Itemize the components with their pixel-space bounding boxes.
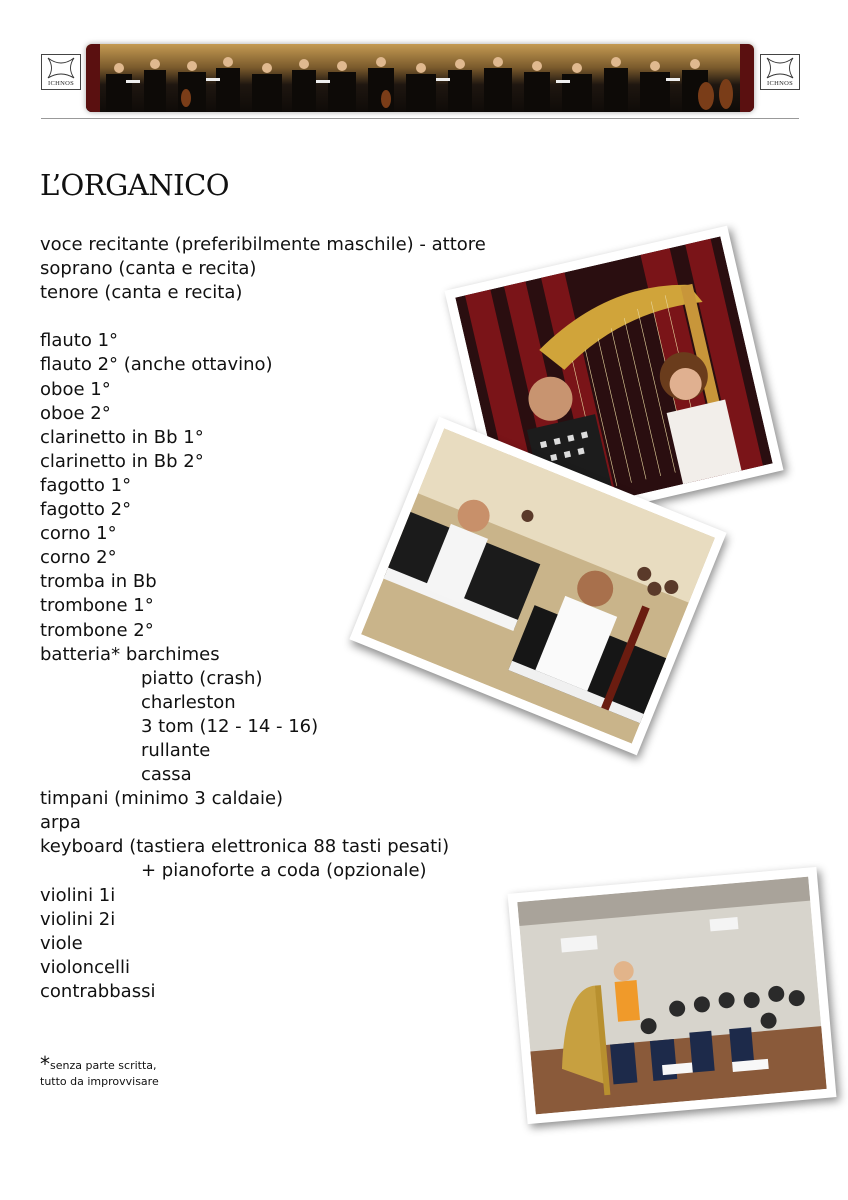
list-item-strings: violini 2i	[40, 908, 116, 930]
list-item-instrument: clarinetto in Bb 2°	[40, 450, 204, 472]
percussion-item: 3 tom (12 - 14 - 16)	[141, 715, 319, 737]
ichnos-logo-right	[760, 54, 800, 90]
list-item-other: arpa	[40, 812, 81, 834]
list-item-instrument: oboe 1°	[40, 378, 111, 400]
list-item-instrument: tromba in Bb	[40, 571, 157, 593]
list-item-strings: viole	[40, 932, 83, 954]
list-item-strings: contrabbassi	[40, 980, 156, 1002]
list-item-instrument: trombone 1°	[40, 595, 154, 617]
list-item-voice: voce recitante (preferibilmente maschile) - attore	[40, 234, 486, 255]
list-item-strings: violoncelli	[40, 956, 131, 978]
percussion-item: cassa	[141, 764, 192, 786]
percussion-item: charleston	[141, 691, 236, 713]
list-item-voice: tenore (canta e recita)	[40, 282, 243, 304]
list-item-voice: soprano (canta e recita)	[40, 258, 257, 280]
list-item-instrument: flauto 1°	[40, 330, 119, 352]
logo-text: ICHNOS	[48, 80, 74, 87]
keyboard-addition: + pianoforte a coda (opzionale)	[141, 860, 427, 882]
orchestra-banner-image	[86, 44, 754, 112]
list-item-strings: violini 1i	[40, 884, 116, 906]
list-item-instrument: corno 2°	[40, 547, 117, 569]
percussion-label: batteria*	[40, 643, 121, 665]
header-divider	[41, 118, 799, 119]
list-item-instrument: fagotto 2°	[40, 499, 132, 521]
footnote-line-1: senza parte scritta,	[50, 1059, 157, 1072]
rehearsal-photo-image	[517, 877, 826, 1115]
list-item-instrument: trombone 2°	[40, 619, 154, 641]
percussion-item: rullante	[141, 739, 211, 761]
list-item-instrument: corno 1°	[40, 523, 117, 545]
list-item-instrument: fagotto 1°	[40, 474, 132, 496]
list-item-instrument: oboe 2°	[40, 402, 111, 424]
header-banner-photo	[86, 44, 754, 112]
percussion-item: piatto (crash)	[141, 667, 263, 689]
photo-orchestra-rehearsal	[508, 867, 837, 1124]
list-item-instrument: flauto 2° (anche ottavino)	[40, 354, 273, 376]
list-item-other: timpani (minimo 3 caldaie)	[40, 788, 284, 810]
footnote-line-2: tutto da improvvisare	[40, 1075, 159, 1088]
ichnos-logo-left	[41, 54, 81, 90]
list-item-instrument: clarinetto in Bb 1°	[40, 426, 204, 448]
list-item-other: keyboard (tastiera elettronica 88 tasti pesati)	[40, 836, 450, 858]
footnote-marker: *	[40, 1052, 50, 1076]
page-title: L’ORGANICO	[40, 168, 230, 202]
logo-text: ICHNOS	[767, 80, 793, 87]
footnote	[40, 1052, 240, 1090]
percussion-item: barchimes	[125, 643, 220, 665]
